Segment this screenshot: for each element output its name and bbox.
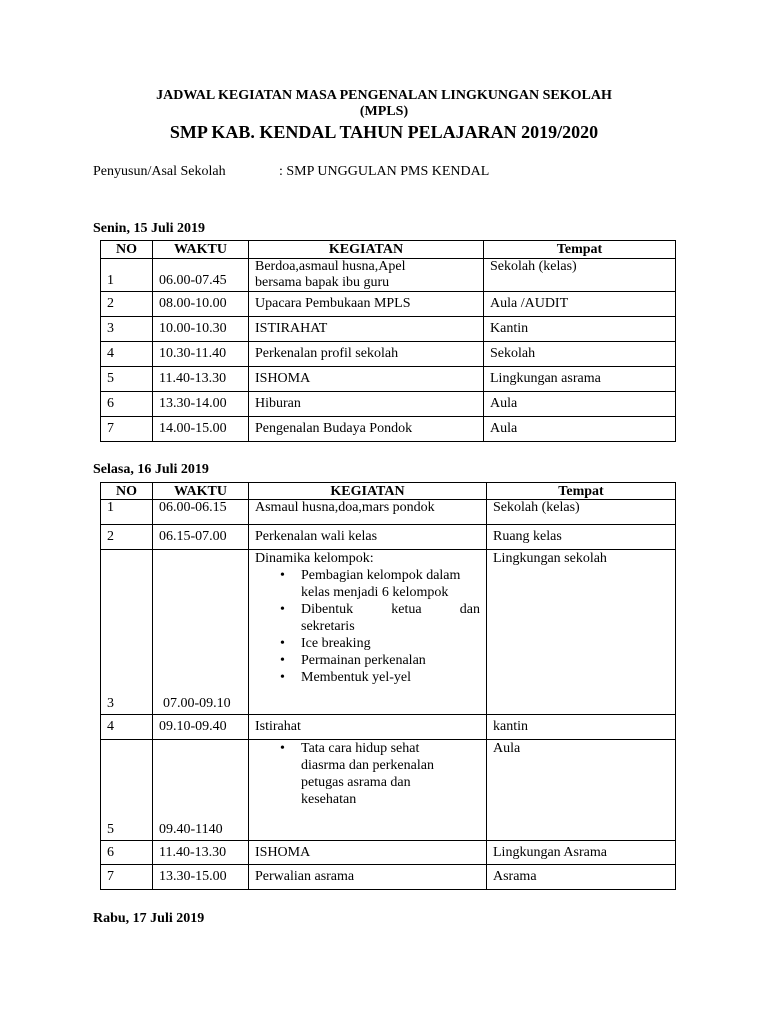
col-header-no: NO (101, 241, 153, 259)
cell-no: 3 (101, 317, 153, 342)
cell-kegiatan: Perkenalan wali kelas (249, 525, 487, 550)
cell-no: 7 (101, 865, 153, 890)
col-header-tempat: Tempat (484, 241, 676, 259)
bullet-word: • Dibentuk (301, 602, 354, 617)
table-row (101, 500, 676, 525)
cell-no: 2 (101, 292, 153, 317)
cell-waktu: 08.00-10.00 (153, 292, 249, 317)
cell-no: 2 (101, 525, 153, 550)
col-header-no: NO (101, 483, 153, 500)
cell-tempat: Ruang kelas (487, 525, 676, 550)
col-header-kegiatan: KEGIATAN (249, 483, 487, 500)
cell-waktu: 06.00-07.45 (153, 259, 249, 292)
col-header-waktu: WAKTU (153, 241, 249, 259)
document-title-abbrev: (MPLS) (359, 104, 409, 119)
day1-schedule-table (100, 240, 676, 442)
table-row (101, 367, 676, 392)
activity-bullet-list (255, 567, 480, 686)
cell-tempat: Sekolah (kelas) (487, 500, 676, 525)
cell-no: 5 (101, 740, 153, 841)
cell-no: 4 (101, 715, 153, 740)
cell-tempat: kantin (487, 715, 676, 740)
cell-waktu: 13.30-14.00 (153, 392, 249, 417)
cell-tempat: Kantin (484, 317, 676, 342)
col-header-kegiatan: KEGIATAN (249, 241, 484, 259)
bullet-line: sekretaris (301, 619, 355, 634)
day1-heading: Senin, 15 Juli 2019 (93, 221, 206, 236)
cell-kegiatan: Pengenalan Budaya Pondok (249, 417, 484, 442)
cell-kegiatan: ISHOMA (249, 841, 487, 865)
bullet-word: ketua (391, 602, 422, 617)
activity-heading: Dinamika kelompok: (255, 551, 374, 566)
day2-schedule-table (100, 482, 676, 890)
cell-no: 5 (101, 367, 153, 392)
table-row (101, 525, 676, 550)
cell-kegiatan (249, 740, 487, 841)
bullet-line: diasrma dan perkenalan (301, 758, 434, 773)
table-row (101, 292, 676, 317)
cell-waktu: 11.40-13.30 (153, 367, 249, 392)
penyusun-line (93, 163, 490, 181)
col-header-waktu: WAKTU (153, 483, 249, 500)
cell-waktu: 07.00-09.10 (153, 550, 249, 715)
penyusun-value: : SMP UNGGULAN PMS KENDAL (279, 164, 490, 179)
cell-tempat: Aula (484, 417, 676, 442)
cell-kegiatan: Perwalian asrama (249, 865, 487, 890)
table-header-row (101, 483, 676, 500)
cell-tempat: Sekolah (kelas) (484, 259, 676, 292)
bullet-item (301, 740, 480, 808)
bullet-line: kesehatan (301, 792, 357, 807)
cell-no: 6 (101, 392, 153, 417)
table-row (101, 259, 676, 292)
cell-kegiatan-line: bersama bapak ibu guru (255, 275, 390, 290)
table-row (101, 865, 676, 890)
table-row (101, 550, 676, 715)
cell-waktu: 14.00-15.00 (153, 417, 249, 442)
bullet-item: • Pembagian kelompok dalam kelas menjadi 6 kelompok (301, 567, 480, 601)
table-row (101, 740, 676, 841)
cell-waktu: 10.00-10.30 (153, 317, 249, 342)
penyusun-label: Penyusun/Asal Sekolah (93, 164, 226, 179)
cell-tempat: Aula (484, 392, 676, 417)
table-row (101, 317, 676, 342)
bullet-item (301, 601, 480, 635)
table-header-row (101, 241, 676, 259)
bullet-item: • Membentuk yel-yel (301, 669, 480, 686)
cell-tempat: Sekolah (484, 342, 676, 367)
cell-kegiatan: ISTIRAHAT (249, 317, 484, 342)
table-row (101, 417, 676, 442)
cell-tempat: Aula (487, 740, 676, 841)
cell-waktu: 09.40-1140 (153, 740, 249, 841)
cell-no: 3 (101, 550, 153, 715)
cell-tempat: Aula /AUDIT (484, 292, 676, 317)
cell-kegiatan: Upacara Pembukaan MPLS (249, 292, 484, 317)
cell-waktu: 11.40-13.30 (153, 841, 249, 865)
bullet-item: • Ice breaking (301, 635, 480, 652)
cell-kegiatan: Perkenalan profil sekolah (249, 342, 484, 367)
cell-no: 1 (101, 500, 153, 525)
cell-tempat: Lingkungan asrama (484, 367, 676, 392)
bullet-line-justified (301, 601, 480, 618)
cell-no: 1 (101, 259, 153, 292)
document-title: JADWAL KEGIATAN MASA PENGENALAN LINGKUNGAN SEKOLAH (156, 88, 612, 103)
bullet-line: petugas asrama dan (301, 775, 411, 790)
table-row (101, 715, 676, 740)
col-header-tempat: Tempat (487, 483, 676, 500)
cell-kegiatan: ISHOMA (249, 367, 484, 392)
bullet-word: dan (459, 602, 480, 617)
cell-kegiatan-line: Berdoa,asmaul husna,Apel (255, 259, 406, 274)
cell-tempat: Lingkungan Asrama (487, 841, 676, 865)
cell-kegiatan: Istirahat (249, 715, 487, 740)
day2-heading: Selasa, 16 Juli 2019 (93, 462, 209, 477)
cell-no: 7 (101, 417, 153, 442)
cell-waktu: 06.15-07.00 (153, 525, 249, 550)
cell-waktu: 10.30-11.40 (153, 342, 249, 367)
cell-no: 4 (101, 342, 153, 367)
activity-bullet-list (255, 740, 480, 808)
cell-waktu: 13.30-15.00 (153, 865, 249, 890)
document-subtitle: SMP KAB. KENDAL TAHUN PELAJARAN 2019/2020 (169, 122, 599, 142)
bullet-line: • Tata cara hidup sehat (301, 741, 420, 756)
cell-kegiatan: Hiburan (249, 392, 484, 417)
table-row (101, 342, 676, 367)
table-row (101, 392, 676, 417)
cell-tempat: Asrama (487, 865, 676, 890)
bullet-item: • Permainan perkenalan (301, 652, 480, 669)
cell-kegiatan (249, 259, 484, 292)
cell-tempat: Lingkungan sekolah (487, 550, 676, 715)
cell-waktu: 09.10-09.40 (153, 715, 249, 740)
cell-no: 6 (101, 841, 153, 865)
cell-kegiatan (249, 550, 487, 715)
day3-heading: Rabu, 17 Juli 2019 (93, 911, 205, 926)
cell-waktu: 06.00-06.15 (153, 500, 249, 525)
table-row (101, 841, 676, 865)
cell-kegiatan: Asmaul husna,doa,mars pondok (249, 500, 487, 525)
